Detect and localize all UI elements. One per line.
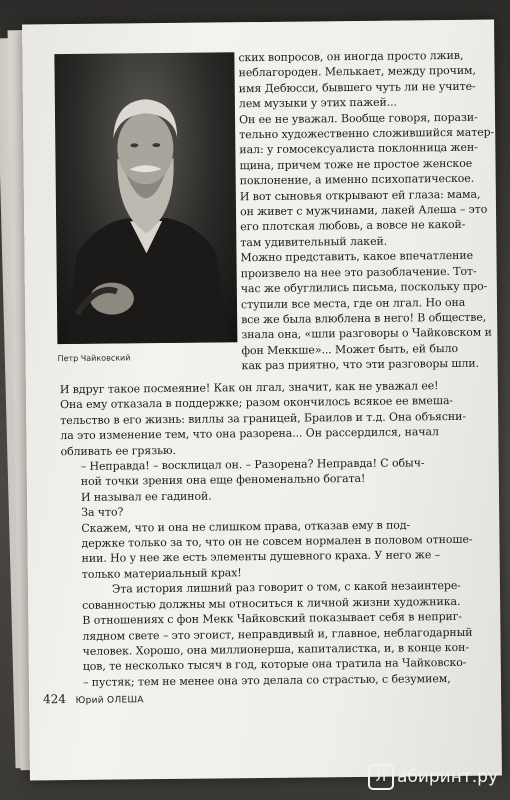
running-head-author: Юрий ОЛЕША <box>75 695 144 706</box>
text-line: фон Меккше»... Может быть, ей было <box>241 341 459 357</box>
text-line: ских вопросов, он иногда просто лжив, <box>238 48 464 65</box>
text-line: обливать ее грязью. <box>60 443 176 458</box>
labirint-watermark <box>368 764 498 790</box>
portrait-illustration <box>54 52 237 344</box>
text-line: его плотская любовь, а вовсе не какой- <box>240 218 466 234</box>
text-line: – пустяк; тем не менее она это делала со страстью, с безумием, <box>82 671 451 689</box>
text-line: поклонение, а именно психопатическое. <box>239 172 475 188</box>
text-line: сованностью должны мы относиться к личной жизни художника. <box>82 594 461 612</box>
portrait-photo <box>54 52 237 344</box>
text-line: щина, причем тоже не простое женское <box>239 156 473 173</box>
photo-caption: Петр Чайковский <box>57 353 131 364</box>
text-line: знала она, «шли разговоры о Чайковском и <box>241 325 492 342</box>
text-line: нии. Но у нее же есть элементы душевного краха. У него же – <box>81 548 441 566</box>
text-line: ла это изменение тем, что она разорена... Он рассердился, начал <box>60 425 439 443</box>
labirint-logo-icon: Л <box>368 764 394 790</box>
text-line: неблагороден. Мелькает, между прочим, <box>238 64 476 80</box>
text-line: час же обуглились письма, поскольку про- <box>240 279 488 296</box>
text-line: произвело на нее это разоблачение. Тот- <box>240 264 477 280</box>
text-line: тельство в его жизнь: виллы за границей, Браилов и т.д. Она объясни- <box>60 409 466 427</box>
text-line: – Неправда! – восклицал он. – Разорена? Неправда! С обыч- <box>80 456 425 473</box>
right-text-column <box>238 48 495 374</box>
text-line: цов, те несколько тысяч в год, которые она тратила на Чайковско- <box>82 656 467 674</box>
text-line: В отношениях с фон Мекк Чайковский показывает себя в неприг- <box>82 610 463 627</box>
text-line: имя Дебюсси, бывшего чуть ли не учите- <box>238 79 476 96</box>
text-line: лядном свете – это эгоист, неправдивый и, главное, неблагодарный <box>82 625 473 643</box>
text-line: Можно представить, какое впечатление <box>240 249 474 265</box>
text-line: И вот сыновья открывают ей глаза: мама, <box>239 187 481 203</box>
text-line: Скажем, что и она не слишком права, отказав ему в под- <box>81 518 411 535</box>
text-line: только материальный крах! <box>81 566 242 581</box>
watermark-text: абиринт.ру <box>396 767 498 787</box>
text-line: он живет с мужчинами, лакей Алеша – это <box>239 202 488 219</box>
text-line: И называл ее гадиной. <box>80 489 212 504</box>
text-line: За что? <box>81 505 124 520</box>
page-number: 424 <box>43 692 67 707</box>
text-line: тельно художественно сложившийся матер- <box>239 125 495 142</box>
text-line: иал: у гомосексуалиста поклонница жен- <box>239 141 478 157</box>
page-footer <box>43 691 144 706</box>
text-line: И вдруг такое посмеяние! Как он лгал, значит, как не уважал ее! <box>59 379 439 397</box>
full-text-column <box>60 378 495 691</box>
text-line: человек. Хорошо, она миллионерша, капиталистка, и, в конце кон- <box>82 640 469 658</box>
text-line: держке только за то, что он не совсем нормален в половом отноше- <box>81 532 473 550</box>
text-line: Он ее не уважал. Вообще говоря, порази- <box>238 110 478 126</box>
text-line: там удивительный лакей. <box>240 234 388 250</box>
text-line: лем музыки у этих пажей... <box>238 95 397 111</box>
text-line: Она ему отказала в поддержке; разом окончилось всякое ее вмеша- <box>59 394 454 412</box>
text-line: Эта история лишний раз говорит о том, с какой незаинтере- <box>111 579 461 596</box>
text-line: как раз приятно, что эти разговоры шли. <box>241 356 480 373</box>
text-line: ступили все места, где он лгал. Но она <box>240 295 466 311</box>
book-page <box>22 20 502 781</box>
text-line: ной точки зрения она еще феноменально богата! <box>80 472 366 489</box>
text-line: все же была влюблена в него! В обществе, <box>241 310 487 327</box>
